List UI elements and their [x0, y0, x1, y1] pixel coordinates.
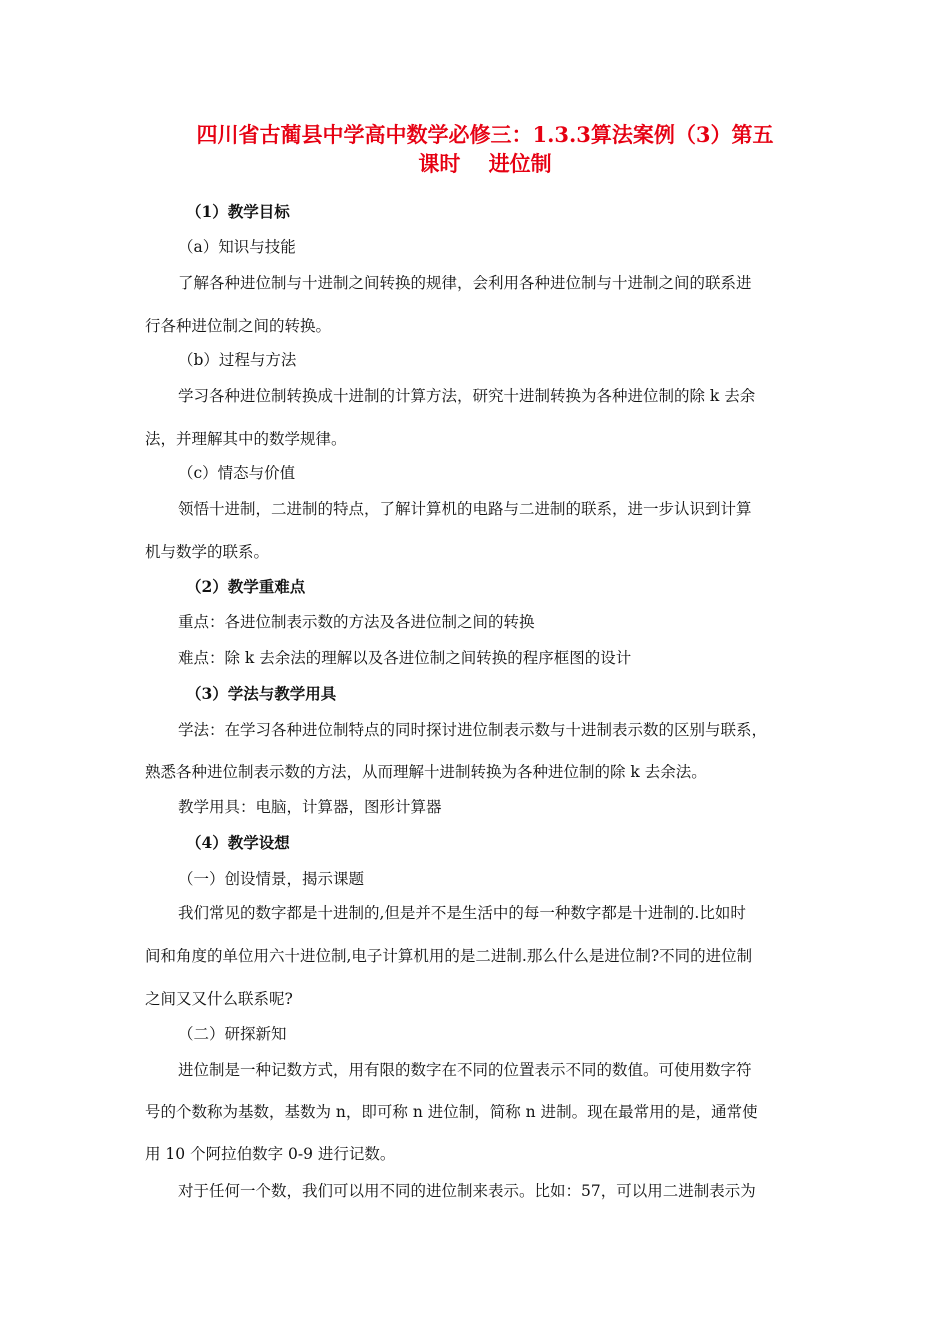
subheading-a: （a）知识与技能 — [178, 238, 296, 256]
paragraph-8-line-1: 我们常见的数字都是十进制的,但是并不是生活中的每一种数字都是十进制的.比如时 — [178, 904, 746, 922]
paragraph-9-line-2: 号的个数称为基数，基数为 n，即可称 n 进位制，简称 n 进制。现在最常用的是，通常使 — [145, 1103, 758, 1121]
section-heading-2: （2）教学重难点 — [186, 577, 306, 596]
subheading-b: （b）过程与方法 — [178, 351, 297, 369]
subheading-c: （c）情态与价值 — [178, 464, 296, 482]
paragraph-9-line-3: 用 10 个阿拉伯数字 0-9 进行记数。 — [145, 1145, 396, 1163]
section-heading-3: （3）学法与教学用具 — [186, 684, 337, 703]
paragraph-6-line-1: 学法：在学习各种进位制特点的同时探讨进位制表示数与十进制表示数的区别与联系， — [178, 721, 768, 739]
document-title — [160, 120, 810, 178]
paragraph-tools: 教学用具：电脑，计算器，图形计算器 — [178, 798, 442, 816]
title-line-1: 四川省古蔺县中学高中数学必修三：1.3.3算法案例（3）第五 — [196, 122, 774, 147]
paragraph-key-points: 重点：各进位制表示数的方法及各进位制之间的转换 — [178, 613, 535, 631]
paragraph-8-line-2: 间和角度的单位用六十进位制,电子计算机用的是二进制.那么什么是进位制?不同的进位制 — [145, 947, 753, 965]
paragraph-10: 对于任何一个数，我们可以用不同的进位制来表示。比如：57，可以用二进制表示为 — [178, 1182, 756, 1200]
section-heading-1: （1）教学目标 — [186, 202, 290, 221]
paragraph-1-line-1: 了解各种进位制与十进制之间转换的规律，会利用各种进位制与十进制之间的联系进 — [178, 274, 752, 292]
section-heading-4: （4）教学设想 — [186, 833, 290, 852]
paragraph-2-line-2: 法，并理解其中的数学规律。 — [145, 430, 347, 448]
paragraph-3-line-2: 机与数学的联系。 — [145, 543, 270, 561]
paragraph-2-line-1: 学习各种进位制转换成十进制的计算方法，研究十进制转换为各种进位制的除 k 去余 — [178, 387, 756, 405]
subheading-one: （一）创设情景，揭示课题 — [178, 870, 365, 888]
paragraph-8-line-3: 之间又又什么联系呢? — [145, 990, 293, 1008]
paragraph-6-line-2: 熟悉各种进位制表示数的方法，从而理解十进制转换为各种进位制的除 k 去余法。 — [145, 763, 707, 781]
subheading-two: （二）研探新知 — [178, 1025, 287, 1043]
paragraph-difficulties: 难点：除 k 去余法的理解以及各进位制之间转换的程序框图的设计 — [178, 649, 632, 667]
title-line-2: 课时 进位制 — [418, 151, 552, 176]
paragraph-9-line-1: 进位制是一种记数方式，用有限的数字在不同的位置表示不同的数值。可使用数字符 — [178, 1061, 752, 1079]
paragraph-3-line-1: 领悟十进制，二进制的特点，了解计算机的电路与二进制的联系，进一步认识到计算 — [178, 500, 752, 518]
paragraph-1-line-2: 行各种进位制之间的转换。 — [145, 317, 332, 335]
